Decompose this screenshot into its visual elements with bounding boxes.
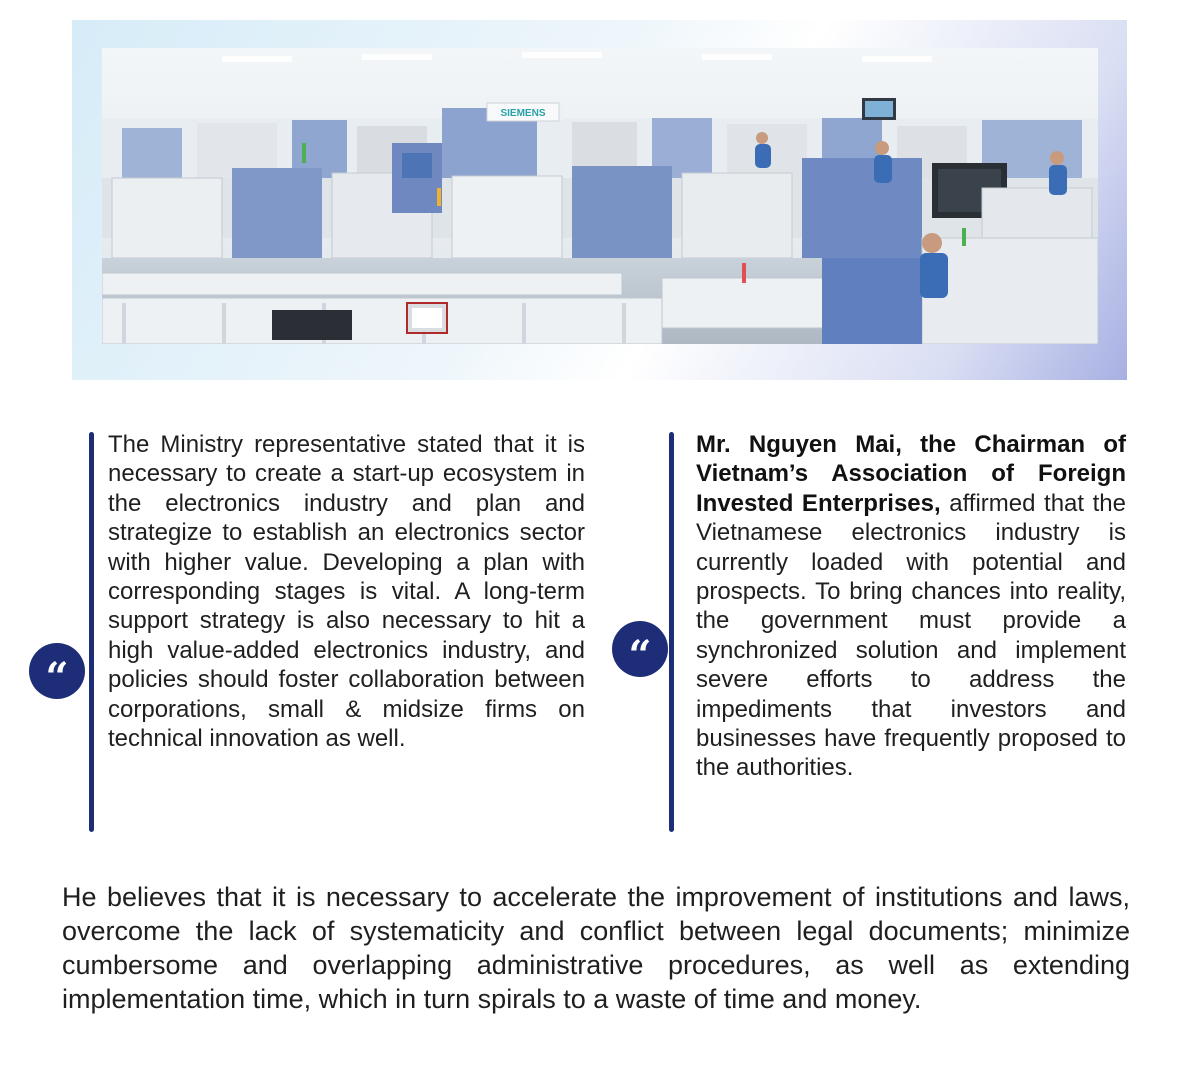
right-quote-bar (669, 432, 674, 832)
right-quote-speaker: Mr. Nguyen Mai, the Chairman of Vietnam’s Association of Foreign Invested Enterprises, (696, 431, 1126, 517)
left-quote-text: The Ministry representative stated that it is necessary to create a start-up ecosystem in the electronics industry and plan and strategize to establish an electronics sector with higher value. Developing a plan with corresponding stages is vital. A long-term support strategy is also necessary to hit a high value-added electronics industry, and policies should foster collaboration between corporations, small & midsize firms on technical innovation as well. (108, 431, 585, 753)
left-quote-mark-icon: “ (29, 643, 85, 699)
right-quote-text (696, 430, 1126, 783)
left-quote-bar (89, 432, 94, 832)
right-quote-mark-icon: “ (612, 621, 668, 677)
siemens-sign: SIEMENS (500, 108, 546, 119)
body-paragraph: He believes that it is necessary to accelerate the improvement of institutions and laws, overcome the lack of systematicity and conflict between legal documents; minimize cumbersome and overlapping administrative procedures, as well as extending implementation time, which in turn spirals to a waste of time and money. (62, 882, 1130, 1014)
factory-photo (102, 48, 1098, 344)
right-quote-body: affirmed that the Vietnamese electronics industry is currently loaded with potential and prospects. To bring chances into reality, the government must provide a synchronized solution and implement severe efforts to address the impediments that investors and businesses have frequently proposed to the authorities. (696, 489, 1126, 782)
